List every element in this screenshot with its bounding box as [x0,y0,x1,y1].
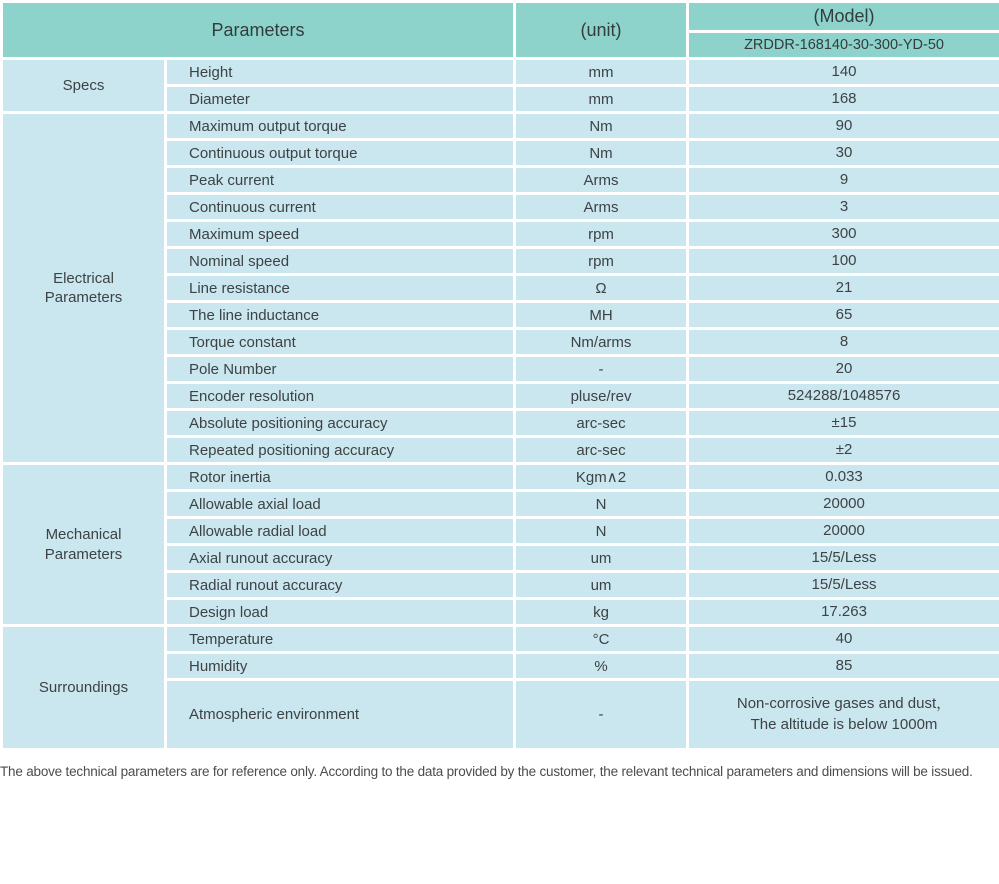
param-unit: mm [515,59,688,86]
param-unit: um [515,572,688,599]
param-value: 30 [688,140,999,167]
param-value: 85 [688,653,999,680]
param-value: 9 [688,167,999,194]
param-name: Atmospheric environment [166,680,515,750]
param-unit: Ω [515,275,688,302]
param-value: 20000 [688,491,999,518]
param-value: 40 [688,626,999,653]
param-unit: Nm [515,140,688,167]
param-name: Continuous current [166,194,515,221]
param-name: Absolute positioning accuracy [166,410,515,437]
param-name: Pole Number [166,356,515,383]
param-value: 140 [688,59,999,86]
header-parameters-label: Parameters [2,2,515,59]
param-value: ±15 [688,410,999,437]
param-name: Radial runout accuracy [166,572,515,599]
param-unit: kg [515,599,688,626]
param-name: Rotor inertia [166,464,515,491]
param-value: 65 [688,302,999,329]
param-name: Maximum speed [166,221,515,248]
param-value: 15/5/Less [688,545,999,572]
param-value: 168 [688,86,999,113]
param-unit: Arms [515,194,688,221]
param-name: The line inductance [166,302,515,329]
param-unit: rpm [515,221,688,248]
param-unit: mm [515,86,688,113]
param-unit: - [515,680,688,750]
param-unit: °C [515,626,688,653]
param-unit: - [515,356,688,383]
param-value: 20 [688,356,999,383]
param-value: 15/5/Less [688,572,999,599]
param-name: Diameter [166,86,515,113]
param-name: Allowable axial load [166,491,515,518]
param-name: Continuous output torque [166,140,515,167]
param-unit: arc-sec [515,410,688,437]
table-row [2,59,999,86]
param-unit: rpm [515,248,688,275]
param-name: Torque constant [166,329,515,356]
param-value: 17.263 [688,599,999,626]
param-unit: Kgm∧2 [515,464,688,491]
param-name: Axial runout accuracy [166,545,515,572]
param-value: 3 [688,194,999,221]
param-name: Line resistance [166,275,515,302]
param-value: 0.033 [688,464,999,491]
param-unit: N [515,491,688,518]
param-value: 20000 [688,518,999,545]
param-value: 8 [688,329,999,356]
param-unit: Nm [515,113,688,140]
param-unit: Arms [515,167,688,194]
param-value [688,680,999,750]
param-value: 21 [688,275,999,302]
header-model-value: ZRDDR-168140-30-300-YD-50 [688,32,999,59]
param-unit: um [515,545,688,572]
param-value: 524288/1048576 [688,383,999,410]
param-value-line: Non-corrosive gases and dust， [736,695,952,713]
param-name: Peak current [166,167,515,194]
param-unit: N [515,518,688,545]
table-row [2,113,999,140]
param-value: 100 [688,248,999,275]
param-name: Humidity [166,653,515,680]
param-unit: Nm/arms [515,329,688,356]
header-unit-label: (unit) [515,2,688,59]
param-name: Temperature [166,626,515,653]
section-label: Specs [2,59,166,113]
table-header [2,2,999,59]
table-row [2,464,999,491]
param-name: Design load [166,599,515,626]
header-row [2,2,999,32]
footnote-text: The above technical parameters are for reference only. According to the data provided by the customer, the relevant technical parameters and dimensions will be issued. [0,764,973,779]
param-name: Allowable radial load [166,518,515,545]
section-label: Electrical Parameters [2,113,166,464]
param-value: 90 [688,113,999,140]
table-row [2,626,999,653]
param-unit: MH [515,302,688,329]
param-unit: pluse/rev [515,383,688,410]
param-value: 300 [688,221,999,248]
param-name: Height [166,59,515,86]
param-value-line: The altitude is below 1000m [750,715,938,733]
header-model-label: (Model) [688,2,999,32]
param-name: Encoder resolution [166,383,515,410]
section-label: Mechanical Parameters [2,464,166,626]
section-label: Surroundings [2,626,166,750]
param-unit: arc-sec [515,437,688,464]
table-body [2,59,999,750]
param-unit: % [515,653,688,680]
param-name: Nominal speed [166,248,515,275]
param-name: Maximum output torque [166,113,515,140]
param-name: Repeated positioning accuracy [166,437,515,464]
param-value: ±2 [688,437,999,464]
